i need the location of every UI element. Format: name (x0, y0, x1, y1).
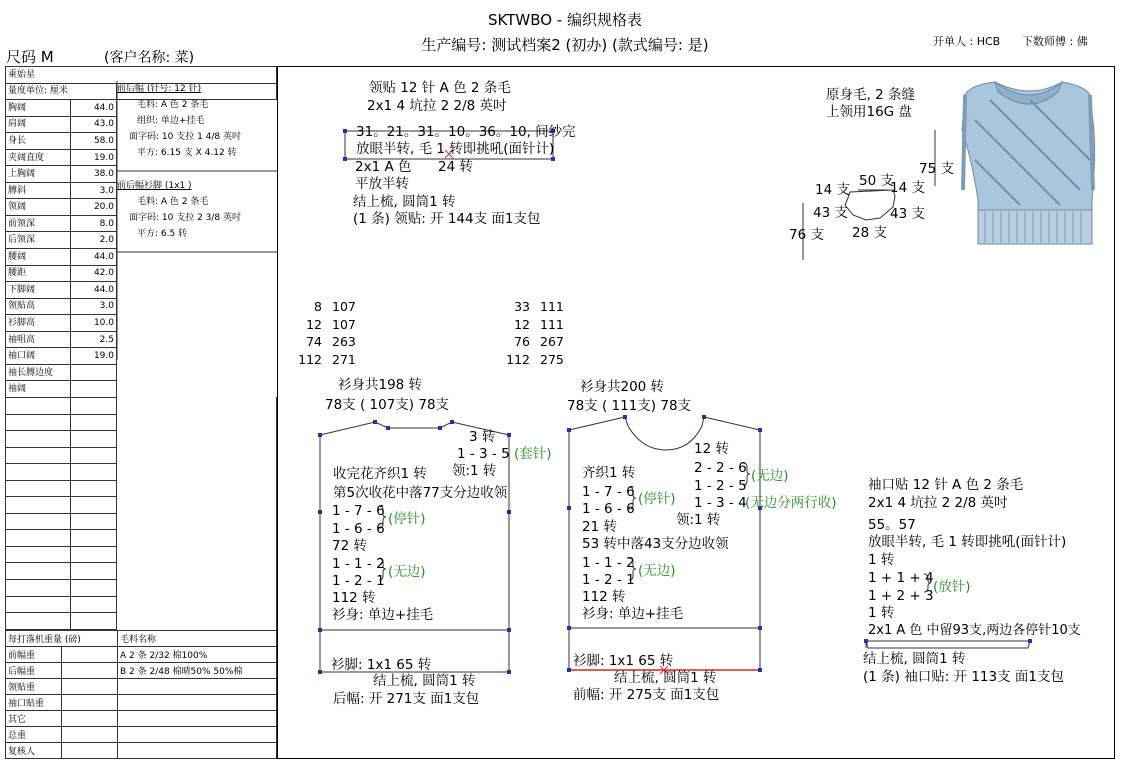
spec-name: 领贴高 (6, 298, 71, 315)
front-b4: 21 转 (582, 519, 617, 535)
back-r13: 衫脚: 1x1 65 转 (331, 657, 432, 673)
back-r2b: (套针) (514, 446, 552, 462)
cuff-c2: 2x1 4 坑拉 2 2/8 英吋 (868, 495, 1008, 511)
dim-left-43: 43 支 (813, 205, 848, 221)
spec-name: 下脚阔 (6, 282, 71, 299)
spec-name: 肩阔 (6, 116, 71, 133)
back-num-table (298, 299, 362, 369)
num-a: 12 (306, 316, 322, 332)
collar-line-6: 平放半转 (355, 176, 409, 192)
front-a3: 1 - 2 - 5 (694, 478, 747, 494)
front-b6: 1 - 1 - 2 (582, 555, 635, 571)
spec-value: 44.0 (71, 249, 117, 266)
armhole-shape (845, 190, 895, 220)
spec-value: 19.0 (71, 348, 117, 365)
panel-hem-line: 平方: 6.5 转 (137, 229, 188, 239)
front-b67: (无边) (638, 563, 676, 579)
num-a: 76 (514, 334, 530, 349)
spec-name: 袖阔 (6, 381, 71, 398)
num-b: 275 (540, 351, 564, 367)
back-r4: 收完花齐织1 转 (333, 466, 427, 482)
spec-name: 上胸阔 (6, 166, 71, 183)
num-row (506, 334, 570, 352)
panel-body-line: 平方: 6.15 支 X 4.12 转 (137, 148, 237, 158)
num-b: 111 (540, 316, 564, 332)
front-b23: (停针) (638, 491, 676, 507)
front-a4b: (无边分两行收) (745, 495, 837, 511)
spec-value: 44.0 (71, 100, 117, 117)
spec-value: 42.0 (71, 265, 117, 282)
doc-subtitle: 生产编号: 测试档案2 (初办) (款式编号: 是) (421, 36, 709, 54)
cuff-c3: 55。57 (868, 517, 916, 533)
num-row (506, 299, 570, 317)
weight-name: 领贴重 (6, 679, 62, 695)
spec-name: 胸阔 (6, 100, 71, 117)
front-b5: 53 转中落43支分边收领 (582, 536, 729, 552)
back-r7: 1 - 6 - 6 (332, 521, 385, 537)
back-r12: 衫身: 单边+挂毛 (332, 607, 434, 623)
dim-right-14: 14 支 (890, 180, 925, 196)
back-r67: (停针) (388, 511, 426, 527)
back-total: 衫身共198 转 (338, 377, 423, 393)
vest-illustration (962, 82, 1095, 244)
cuff-c6: 1 + 1 + 4 (868, 570, 934, 586)
spec-value: 43.0 (71, 116, 117, 133)
spec-name: 身长 (6, 133, 71, 150)
cuff-c67: (放针) (933, 579, 971, 595)
weight-yarn: B 2 条 2/48 棉晴50% 50%棉 (118, 663, 277, 679)
front-b11: 结上梳, 圆筒1 转 (614, 670, 717, 686)
num-row (298, 299, 362, 317)
spec-name: 袖咀高 (6, 331, 71, 348)
spec-name: 衫脚高 (6, 315, 71, 332)
weight-name: 复核人 (6, 743, 62, 759)
back-r8: 72 转 (332, 538, 367, 554)
num-row (298, 334, 362, 352)
back-widths: 78支 ( 107支) 78支 (325, 397, 450, 413)
spec-value: 19.0 (71, 149, 117, 166)
front-b12: 前幅: 开 275支 面1支包 (573, 687, 720, 703)
dim-side: 76 支 (789, 227, 824, 243)
back-r11: 112 转 (332, 590, 376, 606)
front-b4b: 领:1 转 (676, 512, 721, 528)
issuer-label: 开单人 : HCB (933, 35, 1001, 48)
cuff-c4: 放眼半转, 毛 1 转即挑吼(面针计) (868, 534, 1067, 550)
spec-name: 腰阔 (6, 249, 71, 266)
spec-name: 夹阔直度 (6, 149, 71, 166)
cuff-c5: 1 转 (868, 552, 895, 568)
spec-value: 58.0 (71, 133, 117, 150)
weight-yarn: A 2 条 2/32 棉100% (118, 647, 277, 663)
cuff-c11: (1 条) 袖口贴: 开 113支 面1支包 (863, 669, 1064, 685)
front-a2: 2 - 2 - 6 (694, 460, 747, 476)
back-r9: 1 - 1 - 2 (332, 556, 385, 572)
collar-line-8: (1 条) 领贴: 开 144支 面1支包 (353, 211, 541, 227)
panel-body-line: 组织: 单边+挂毛 (137, 116, 205, 126)
back-r2: 1 - 3 - 5 (457, 446, 510, 462)
num-b: 271 (332, 351, 356, 367)
front-b1: 齐织1 转 (582, 465, 636, 481)
panel-body-title: 前后幅 (针号: 12 针) (117, 84, 202, 94)
back-r3: 领:1 转 (452, 463, 497, 479)
master-label: 下数师傅 : 佛 (1022, 35, 1088, 48)
num-b: 267 (540, 334, 564, 349)
front-total: 衫身共200 转 (580, 379, 665, 395)
spec-value: 8.0 (71, 215, 117, 232)
front-a1: 12 转 (694, 441, 729, 457)
dim-top: 50 支 (859, 173, 894, 189)
weight-header: 每打落机重量 (磅) (6, 631, 118, 647)
cuff-c8: 1 转 (868, 605, 895, 621)
cuff-c7: 1 + 2 + 3 (868, 588, 934, 604)
panel-body-line: 面字码: 10 支拉 1 4/8 英吋 (129, 132, 241, 142)
spec-name: 袖长膊边度 (6, 364, 71, 381)
size-label: 尺码 M (6, 48, 54, 66)
back-r10: 1 - 2 - 1 (332, 573, 385, 589)
cuff-c9: 2x1 A 色 中留93支,两边各停针10支 (868, 623, 1081, 638)
num-a: 112 (298, 351, 322, 367)
spec-value: 3.0 (71, 298, 117, 315)
spec-value: 2.0 (71, 232, 117, 249)
num-row (298, 317, 362, 335)
note-1: 原身毛, 2 条缝 (826, 87, 915, 103)
front-b3: 1 - 6 - 6 (582, 501, 635, 517)
cuff-c10: 结上梳, 圆筒1 转 (863, 651, 966, 667)
panel-hem-line: 面字码: 10 支拉 2 3/8 英吋 (129, 213, 241, 223)
collar-line-5a: 2x1 A 色 (355, 159, 412, 175)
collar-line-5b: 24 转 (438, 159, 473, 175)
dim-bottom: 28 支 (852, 225, 887, 241)
weight-name: 其它 (6, 711, 62, 727)
front-b7: 1 - 2 - 1 (582, 572, 635, 588)
dim-left-14: 14 支 (815, 182, 850, 198)
num-b: 107 (332, 299, 356, 314)
spec-value: 2.5 (71, 331, 117, 348)
cuff-c1: 袖口贴 12 针 A 色 2 条毛 (868, 477, 1024, 493)
num-a: 112 (506, 351, 530, 367)
panel-hem-title: 前后幅衫脚 (1x1 ) (117, 181, 192, 191)
collar-line-4: 放眼半转, 毛 1 转即挑吼(面针计) (356, 141, 555, 157)
back-r15: 后幅: 开 271支 面1支包 (333, 691, 480, 707)
front-b2: 1 - 7 - 6 (582, 484, 635, 500)
front-b8: 112 转 (582, 589, 626, 605)
spec-name: 袖口阔 (6, 348, 71, 365)
spec-value: 20.0 (71, 199, 117, 216)
back-r5: 第5次收花中落77支分边收领 (333, 485, 508, 501)
num-b: 107 (332, 316, 356, 332)
weight-name: 前幅重 (6, 647, 62, 663)
back-r1: 3 转 (469, 429, 496, 445)
dim-right-43: 43 支 (890, 206, 925, 222)
front-b9: 衫身: 单边+挂毛 (582, 606, 684, 622)
spec-value: 3.0 (71, 182, 117, 199)
collar-line-1: 领贴 12 针 A 色 2 条毛 (369, 80, 511, 96)
dim-right: 75 支 (919, 161, 954, 177)
front-b10: 衫脚: 1x1 65 转 (573, 653, 674, 669)
spec-name: 前领深 (6, 215, 71, 232)
front-num-table (506, 299, 570, 369)
spec-name: 后领深 (6, 232, 71, 249)
spec-name: 膊斜 (6, 182, 71, 199)
spec-name: 领阔 (6, 199, 71, 216)
num-a: 8 (314, 299, 322, 314)
collar-line-3: 31。21。31。10。36。10, 间纱完 (356, 124, 576, 140)
num-row (298, 352, 362, 370)
back-r6: 1 - 7 - 6 (332, 503, 385, 519)
spec-value: 44.0 (71, 282, 117, 299)
doc-title: SKTWBO - 编织规格表 (488, 11, 642, 29)
num-a: 12 (514, 316, 530, 332)
spec-title: 乘始星 (6, 67, 277, 84)
spec-value: 10.0 (71, 315, 117, 332)
panel-hem-line: 毛料: A 色 2 条毛 (137, 197, 209, 207)
num-b: 111 (540, 299, 564, 314)
collar-line-2: 2x1 4 坑拉 2 2/8 英吋 (367, 98, 507, 114)
front-a23: (无边) (751, 468, 789, 484)
weight-name: 后幅重 (6, 663, 62, 679)
spec-value: 38.0 (71, 166, 117, 183)
back-r14: 结上梳, 圆筒1 转 (373, 673, 476, 689)
num-b: 263 (332, 334, 356, 349)
note-2: 上领用16G 盘 (826, 104, 912, 120)
back-r910: (无边) (388, 564, 426, 580)
num-row (506, 317, 570, 335)
weight-name: 袖口贴重 (6, 695, 62, 711)
num-a: 33 (514, 299, 530, 314)
weight-name: 总重 (6, 727, 62, 743)
num-a: 74 (306, 334, 322, 349)
num-row (506, 352, 570, 370)
yarn-header: 毛料名称 (118, 631, 277, 647)
front-a4: 1 - 3 - 4 (694, 495, 747, 511)
panel-body-line: 毛料: A 色 2 条毛 (137, 100, 209, 110)
spec-unit: 量度单位: 厘米 (6, 83, 117, 100)
spec-name: 腰距 (6, 265, 71, 282)
front-widths: 78支 ( 111支) 78支 (567, 398, 692, 414)
collar-line-7: 结上梳, 圆筒1 转 (353, 194, 456, 210)
client-label: (客户名称: 菜) (104, 50, 195, 66)
